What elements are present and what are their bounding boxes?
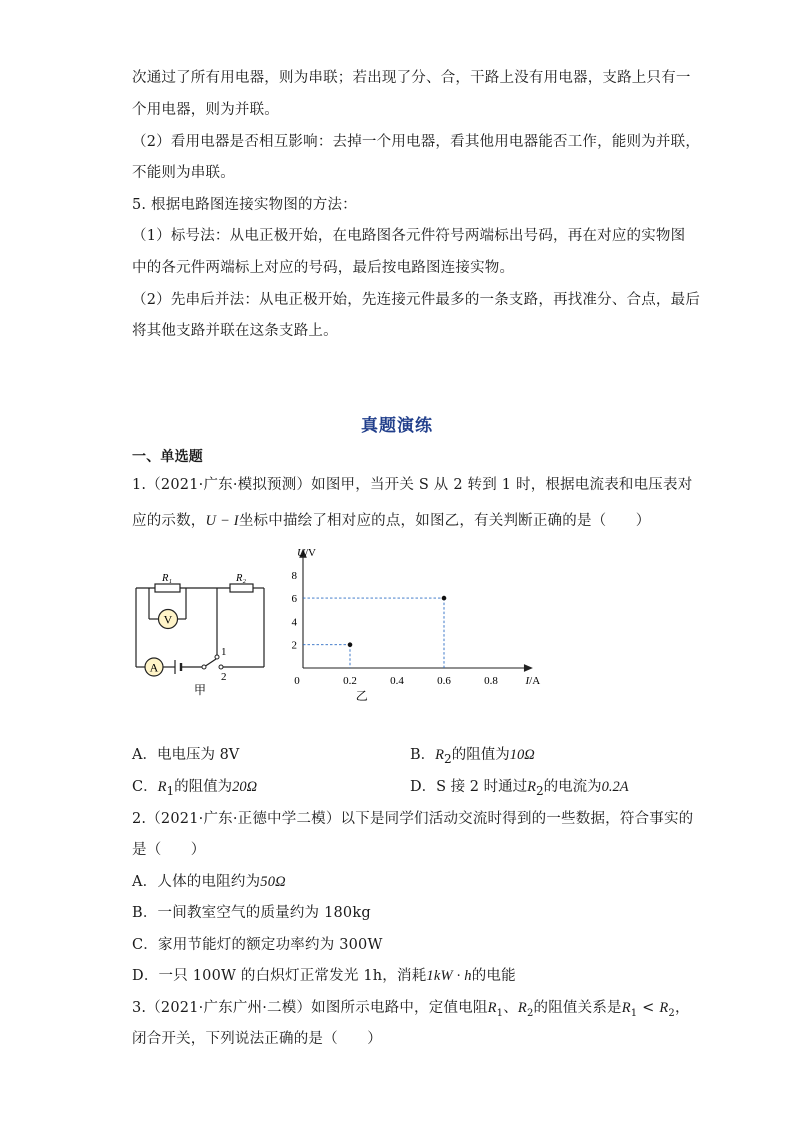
switch-label-2: 2 [221, 671, 227, 683]
q3-line-2: 闭合开关，下列说法正确的是（ ） [132, 1031, 382, 1047]
q3-r1-sub: 1 [496, 1007, 504, 1019]
q1-option-b-var: R [435, 747, 445, 763]
q3-rel-a-sub: 1 [630, 1007, 638, 1019]
q1-math-ui: U − I [205, 513, 239, 529]
q2-option-a-value: 50Ω [260, 874, 286, 890]
intro-line-1: 次通过了所有用电器，则为串联；若出现了分、合，干路上没有用电器，支路上只有一 [132, 70, 691, 86]
q2-option-d-value: 1kW · h [426, 968, 472, 984]
q1-line-2-post: 坐标中描绘了相对应的点，如图乙，有关判断正确的是（ ） [238, 513, 651, 529]
q3-lt: < [637, 1000, 660, 1016]
y-tick-label: 4 [291, 616, 297, 629]
q3-r1: R [487, 1000, 497, 1016]
q2-option-d-suffix: 的电能 [471, 968, 516, 984]
q3-end: ， [674, 1000, 690, 1016]
data-point [348, 642, 353, 647]
ammeter-label: A [149, 660, 159, 675]
resistor-r1 [155, 584, 180, 592]
voltmeter-label: V [163, 612, 173, 627]
q2-line-2: 是（ ） [132, 842, 206, 858]
q3-r2: R [517, 1000, 527, 1016]
q3-rel-b: R [659, 1000, 669, 1016]
y-tick-label: 2 [291, 639, 297, 652]
q2-option-a [132, 870, 286, 891]
intro-line-7: 中的各元件两端标上对应的号码，最后按电路图连接实物。 [132, 260, 515, 276]
q2-line-1: 2.（2021·广东·正德中学二模）以下是同学们活动交流时得到的一些数据，符合事实的 [132, 811, 694, 827]
r1-label: R₁ [161, 573, 173, 584]
y-axis-label: U/V [297, 547, 316, 560]
q1-option-b-value: 10Ω [509, 747, 535, 763]
q1-option-d-text: 的电流为 [543, 779, 602, 795]
q1-option-b-text: 的阻值为 [451, 747, 510, 763]
x-axis-label: I/A [525, 675, 541, 687]
q1-line-2-pre: 应的示数， [132, 513, 206, 529]
x-tick-label: 0.6 [437, 675, 451, 687]
q1-option-a: A．电电压为 8V [132, 747, 240, 763]
x-tick-label: 0.2 [343, 675, 357, 687]
switch-pivot [202, 665, 206, 669]
q1-option-b-prefix: B． [410, 747, 436, 763]
u-i-chart [285, 540, 541, 703]
q3-line-1-text: 3.（2021·广东广州·二模）如图所示电路中，定值电阻 [132, 1000, 488, 1016]
q3-line-1 [132, 996, 690, 1019]
q2-option-d [132, 964, 516, 985]
data-point [442, 596, 447, 601]
q1-option-b [410, 743, 535, 766]
q2-option-c: C．家用节能灯的额定功率约为 300W [132, 937, 383, 953]
intro-line-9: 将其他支路并联在这条支路上。 [132, 323, 338, 339]
q3-rel-b-sub: 2 [668, 1007, 675, 1019]
q1-option-c-value: 20Ω [232, 779, 258, 795]
origin-label: 0 [294, 675, 300, 687]
switch-contact-1 [215, 655, 219, 659]
q2-option-d-text: D．一只 100W 的白炽灯正常发光 1h，消耗 [132, 968, 427, 984]
q2-option-b: B．一间教室空气的质量约为 180kg [132, 905, 371, 921]
q1-option-d-sub: 2 [535, 783, 544, 798]
q1-option-c-prefix: C． [132, 779, 158, 795]
q3-sep: 、 [503, 1000, 518, 1016]
q1-option-c-sub: 1 [166, 783, 175, 798]
intro-line-4: 不能则为串联。 [132, 165, 235, 181]
intro-line-8: （2）先串后并法：从电正极开始，先连接元件最多的一条支路，再找准分、合点，最后 [132, 292, 701, 308]
q1-option-d-var: R [527, 779, 536, 795]
x-tick-label: 0.8 [484, 675, 498, 687]
q1-line-2 [132, 509, 650, 530]
intro-line-6: （1）标号法：从电正极开始，在电路图各元件符号两端标出号码，再在对应的实物图 [132, 228, 686, 244]
section-title: 真题演练 [361, 416, 433, 436]
q1-option-b-sub: 2 [444, 751, 452, 766]
circuit-caption: 甲 [193, 683, 207, 697]
chart-caption: 乙 [355, 689, 368, 703]
q2-option-a-text: A．人体的电阻约为 [132, 874, 261, 890]
intro-line-5: 5. 根据电路图连接实物图的方法： [132, 197, 357, 213]
x-tick-label: 0.4 [390, 675, 404, 687]
y-tick-label: 8 [291, 569, 297, 582]
resistor-r2 [230, 584, 253, 592]
circuit-diagram [130, 568, 270, 698]
intro-line-2: 个用电器，则为并联。 [132, 102, 279, 118]
q1-option-c [132, 775, 257, 798]
y-tick-label: 6 [291, 593, 297, 606]
q1-option-d [410, 775, 629, 798]
q1-option-c-text: 的阻值为 [174, 779, 233, 795]
x-axis-arrow [525, 665, 532, 671]
subsection-heading: 一、单选题 [132, 449, 203, 465]
q3-mid: 的阻值关系是 [533, 1000, 622, 1016]
switch-label-1: 1 [221, 646, 227, 658]
q1-option-d-prefix: D．S 接 2 时通过 [410, 779, 528, 795]
intro-line-3: （2）看用电器是否相互影响：去掉一个用电器，看其他用电器能否工作，能则为并联， [132, 134, 701, 150]
r2-label: R₂ [235, 573, 247, 584]
q1-option-d-value: 0.2A [601, 779, 629, 795]
q3-r2-sub: 2 [526, 1007, 534, 1019]
q1-line-1: 1.（2021·广东·模拟预测）如图甲，当开关 S 从 2 转到 1 时，根据电流表和电压表对 [132, 477, 693, 493]
q3-rel-a: R [621, 1000, 631, 1016]
q1-option-c-var: R [157, 779, 167, 795]
switch-contact-2 [219, 665, 223, 669]
